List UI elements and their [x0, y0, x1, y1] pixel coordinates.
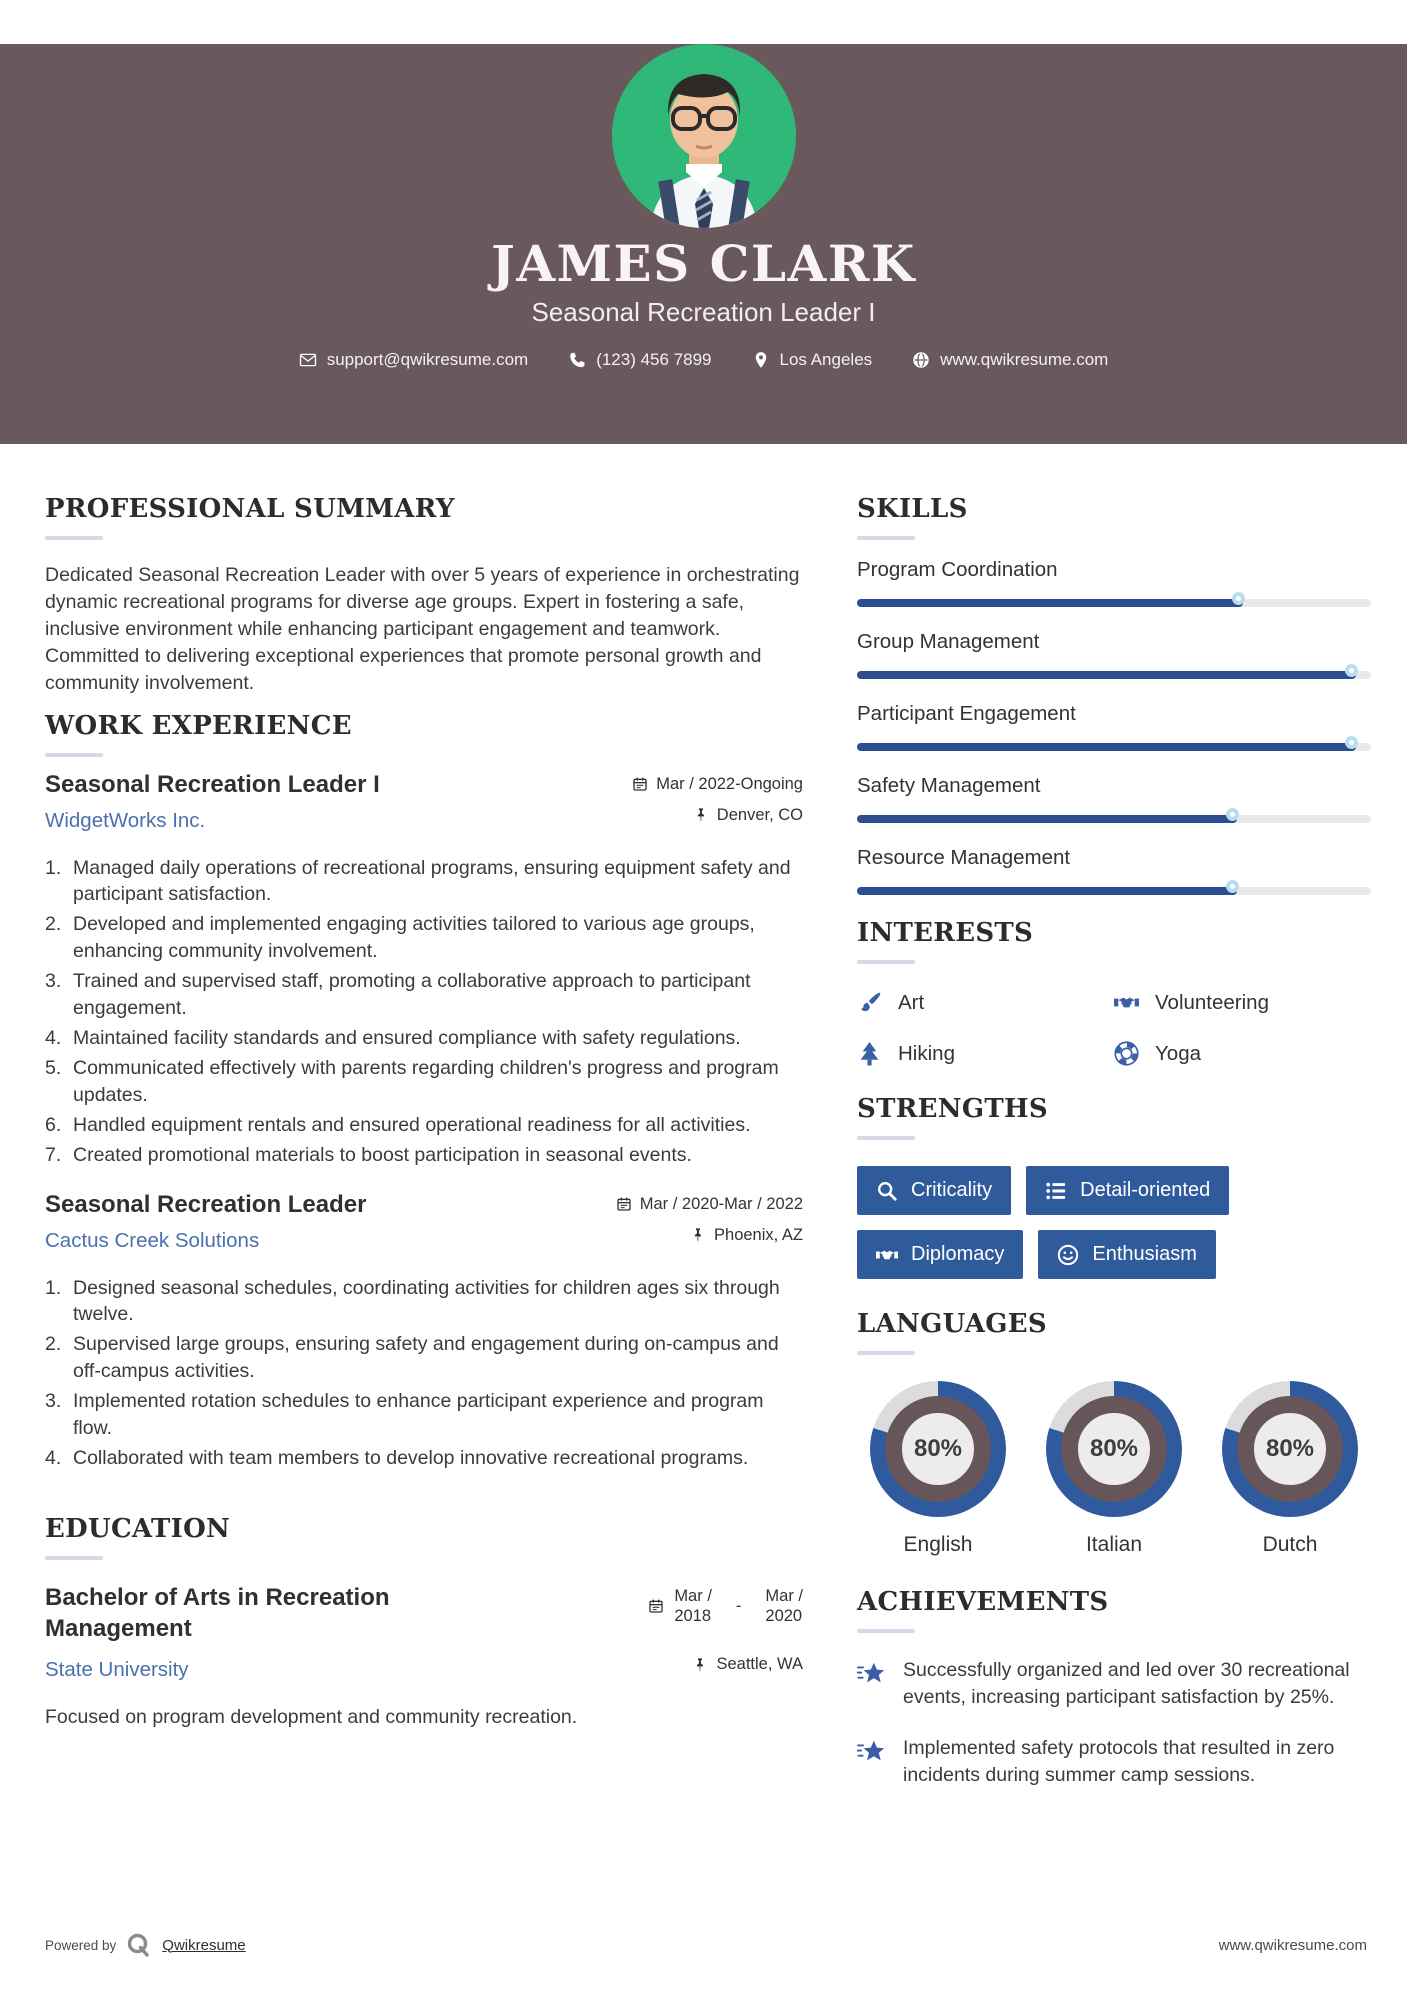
job-date: Mar / 2020-Mar / 2022 [639, 1194, 803, 1213]
skills-list [857, 558, 1371, 895]
strength-badges [857, 1166, 1371, 1279]
job-entry-1 [45, 771, 803, 1169]
language-name: English [903, 1533, 973, 1556]
interest-label: Yoga [1155, 1041, 1201, 1065]
job-bullet [45, 855, 803, 909]
languages-heading: LANGUAGES [857, 1309, 1047, 1339]
tree-icon [857, 1041, 882, 1066]
section-strengths [857, 1094, 1371, 1279]
contact-website-text[interactable]: www.qwikresume.com [940, 350, 1109, 369]
pushpin-icon [693, 807, 709, 823]
job-bullet-text: Trained and supervised staff, promoting a collaborative approach to participant engagement. [73, 970, 751, 1020]
skill-label: Participant Engagement [857, 702, 1076, 725]
job-bullet [45, 1142, 803, 1169]
achievement-item [857, 1657, 1371, 1711]
strength-badge-diplomacy [857, 1230, 1023, 1279]
skill-fill [857, 743, 1356, 751]
handshake-icon [876, 1244, 898, 1266]
section-work-experience [45, 711, 803, 1472]
skill-slider-thumb[interactable] [1226, 880, 1239, 893]
contact-email [299, 350, 529, 370]
strength-label: Criticality [911, 1179, 993, 1201]
language-percent: 80% [1061, 1396, 1167, 1502]
heading-rule [857, 960, 915, 964]
interests-grid [857, 990, 1371, 1066]
language-item [1215, 1381, 1365, 1557]
skill-slider[interactable] [857, 599, 1371, 607]
section-education [45, 1514, 803, 1729]
skill-item [857, 558, 1371, 607]
job-bullet [45, 1112, 803, 1139]
skill-slider[interactable] [857, 815, 1371, 823]
section-interests [857, 918, 1371, 1066]
degree-title: Bachelor of Arts in Recreation Management [45, 1583, 390, 1643]
education-dates [648, 1586, 803, 1627]
skill-fill [857, 887, 1237, 895]
summary-heading: PROFESSIONAL SUMMARY [45, 494, 455, 524]
job-bullet-text: Supervised large groups, ensuring safety and engagement during on-campus and off-campus activities. [73, 1333, 779, 1383]
job-bullet-text: Managed daily operations of recreational programs, ensuring equipment safety and participant satisfaction. [73, 856, 791, 906]
date-end-year: 2020 [765, 1607, 803, 1626]
contact-location-text: Los Angeles [779, 350, 873, 369]
achievements-heading: ACHIEVEMENTS [857, 1587, 1109, 1617]
job-bullet-text: Designed seasonal schedules, coordinating activities for children ages six through twelve. [73, 1276, 780, 1326]
strength-label: Enthusiasm [1092, 1243, 1197, 1265]
skill-fill [857, 671, 1356, 679]
strengths-heading: STRENGTHS [857, 1094, 1048, 1124]
smiley-icon [1057, 1244, 1079, 1266]
language-name: Dutch [1262, 1533, 1318, 1556]
section-skills [857, 494, 1371, 895]
interest-yoga [1114, 1041, 1371, 1066]
job-bullet [45, 1331, 803, 1385]
job-bullet-text: Developed and implemented engaging activities tailored to various age groups, enhancing community involvement. [73, 913, 755, 963]
skill-slider-thumb[interactable] [1232, 592, 1245, 605]
job-bullet-text: Handled equipment rentals and ensured operational readiness for all activities. [73, 1113, 751, 1136]
skill-fill [857, 815, 1237, 823]
section-languages [857, 1309, 1371, 1557]
language-item [863, 1381, 1013, 1557]
skills-heading: SKILLS [857, 494, 968, 524]
skill-label: Group Management [857, 630, 1040, 653]
powered-by-label: Powered by [45, 1937, 117, 1953]
date-separator: - [735, 1596, 742, 1615]
education-meta [648, 1582, 803, 1686]
location-icon [752, 351, 770, 369]
job-bullet-text: Created promotional materials to boost participation in seasonal events. [73, 1143, 692, 1166]
interest-hiking [857, 1041, 1114, 1066]
strength-badge-enthusiasm [1038, 1230, 1216, 1279]
date-end: Mar / [765, 1586, 803, 1605]
skill-slider[interactable] [857, 887, 1371, 895]
paintbrush-icon [857, 990, 882, 1015]
skill-slider-thumb[interactable] [1345, 664, 1358, 677]
contact-phone [568, 350, 711, 370]
section-achievements [857, 1587, 1371, 1789]
calendar-icon [632, 776, 648, 792]
job-title: Seasonal Recreation Leader I [45, 770, 380, 798]
job-title: Seasonal Recreation Leader [45, 1190, 367, 1218]
job-bullet [45, 968, 803, 1022]
right-column [857, 494, 1371, 1789]
interests-heading: INTERESTS [857, 918, 1034, 948]
skill-item [857, 702, 1371, 751]
job-company-link[interactable]: WidgetWorks Inc. [45, 808, 206, 832]
candidate-name: JAMES CLARK [491, 234, 916, 293]
language-donut [870, 1381, 1006, 1517]
left-column [45, 494, 803, 1789]
section-summary [45, 494, 803, 697]
skill-slider-thumb[interactable] [1345, 736, 1358, 749]
header-band [0, 44, 1407, 444]
pushpin-icon [690, 1227, 706, 1243]
achievement-text: Implemented safety protocols that resulted in zero incidents during summer camp sessions. [903, 1736, 1335, 1786]
interest-label: Volunteering [1155, 990, 1269, 1014]
school-link[interactable]: State University [45, 1658, 189, 1682]
candidate-title: Seasonal Recreation Leader I [531, 297, 876, 327]
shooting-star-icon [857, 1659, 887, 1687]
phone-icon [568, 351, 586, 369]
skill-item [857, 846, 1371, 895]
email-icon [299, 351, 317, 369]
education-heading: EDUCATION [45, 1513, 231, 1544]
language-percent: 80% [885, 1396, 991, 1502]
lifebuoy-icon [1114, 1041, 1139, 1066]
languages-list [857, 1381, 1371, 1557]
heading-rule [857, 1136, 915, 1140]
job-meta [616, 1191, 803, 1257]
contact-location [752, 350, 873, 370]
skill-item [857, 774, 1371, 823]
heading-rule [857, 536, 915, 540]
job-bullet [45, 911, 803, 965]
language-name: Italian [1085, 1533, 1143, 1556]
heading-rule [857, 1629, 915, 1633]
interest-label: Art [898, 990, 925, 1014]
job-bullet [45, 1445, 803, 1472]
job-bullet [45, 1388, 803, 1442]
interest-art [857, 990, 1114, 1015]
skill-slider[interactable] [857, 743, 1371, 751]
language-donut [1046, 1381, 1182, 1517]
summary-text: Dedicated Seasonal Recreation Leader with over 5 years of experience in orchestrating dynamic recreational programs for diverse age groups. Expert in fostering a safe, inclusive environment while enhancing participant engagement and teamwork. Committed to delivering exceptional experiences that promote personal growth and community involvement. [45, 564, 800, 694]
skill-fill [857, 599, 1243, 607]
achievements-list [857, 1657, 1371, 1789]
avatar-illustration [612, 44, 796, 228]
heading-rule [45, 536, 103, 540]
job-bullet-list [45, 1275, 803, 1472]
language-percent: 80% [1237, 1396, 1343, 1502]
job-meta [632, 771, 803, 837]
interest-label: Hiking [898, 1041, 955, 1065]
globe-icon [912, 351, 930, 369]
list-icon [1045, 1180, 1067, 1202]
handshake-icon [1114, 990, 1139, 1015]
footer-website: www.qwikresume.com [1218, 1936, 1367, 1954]
achievement-item [857, 1735, 1371, 1789]
main-content [0, 444, 1407, 1789]
job-location: Phoenix, AZ [714, 1225, 803, 1244]
skill-label: Safety Management [857, 774, 1041, 797]
job-bullet-text: Maintained facility standards and ensured compliance with safety regulations. [73, 1026, 741, 1049]
job-bullet-text: Communicated effectively with parents regarding children's progress and program updates. [73, 1056, 779, 1106]
job-bullet [45, 1025, 803, 1052]
heading-rule [45, 753, 103, 757]
qwikresume-brand-link[interactable]: Qwikresume [162, 1936, 246, 1954]
heading-rule [45, 1556, 103, 1560]
achievement-text: Successfully organized and led over 30 recreational events, increasing participant satisfaction by 25%. [903, 1659, 1350, 1708]
job-location: Denver, CO [716, 805, 803, 824]
contact-bar [0, 350, 1407, 370]
language-donut [1222, 1381, 1358, 1517]
date-start: Mar / [674, 1586, 712, 1605]
job-entry-2 [45, 1191, 803, 1472]
job-date: Mar / 2022-Ongoing [656, 774, 803, 793]
strength-badge-criticality [857, 1166, 1011, 1215]
qwikresume-logo-icon [126, 1932, 152, 1958]
date-start-year: 2018 [674, 1607, 712, 1626]
contact-website [912, 350, 1108, 370]
avatar [612, 44, 796, 228]
skill-label: Program Coordination [857, 558, 1058, 581]
contact-phone-text: (123) 456 7899 [596, 350, 712, 369]
language-item [1039, 1381, 1189, 1557]
job-bullet-text: Collaborated with team members to develop innovative recreational programs. [73, 1446, 749, 1469]
interest-volunteering [1114, 990, 1371, 1015]
skill-slider-thumb[interactable] [1226, 808, 1239, 821]
job-company-link[interactable]: Cactus Creek Solutions [45, 1228, 260, 1252]
strength-label: Diplomacy [911, 1243, 1005, 1265]
work-heading: WORK EXPERIENCE [45, 710, 352, 741]
shooting-star-icon [857, 1737, 887, 1765]
job-bullet-text: Implemented rotation schedules to enhance participant experience and program flow. [73, 1390, 764, 1440]
page-footer [45, 1932, 1367, 1958]
skill-item [857, 630, 1371, 679]
education-note: Focused on program development and community recreation. [45, 1706, 578, 1729]
skill-label: Resource Management [857, 846, 1071, 869]
calendar-icon [648, 1598, 664, 1614]
magnifier-icon [876, 1180, 898, 1202]
heading-rule [857, 1351, 915, 1355]
strength-badge-detail-oriented [1026, 1166, 1229, 1215]
calendar-icon [616, 1196, 632, 1212]
strength-label: Detail-oriented [1080, 1179, 1211, 1201]
contact-email-text: support@qwikresume.com [326, 350, 529, 369]
job-bullet [45, 1275, 803, 1329]
job-bullet-list [45, 855, 803, 1169]
pushpin-icon [692, 1657, 708, 1673]
skill-slider[interactable] [857, 671, 1371, 679]
education-location: Seattle, WA [716, 1655, 803, 1674]
job-bullet [45, 1055, 803, 1109]
